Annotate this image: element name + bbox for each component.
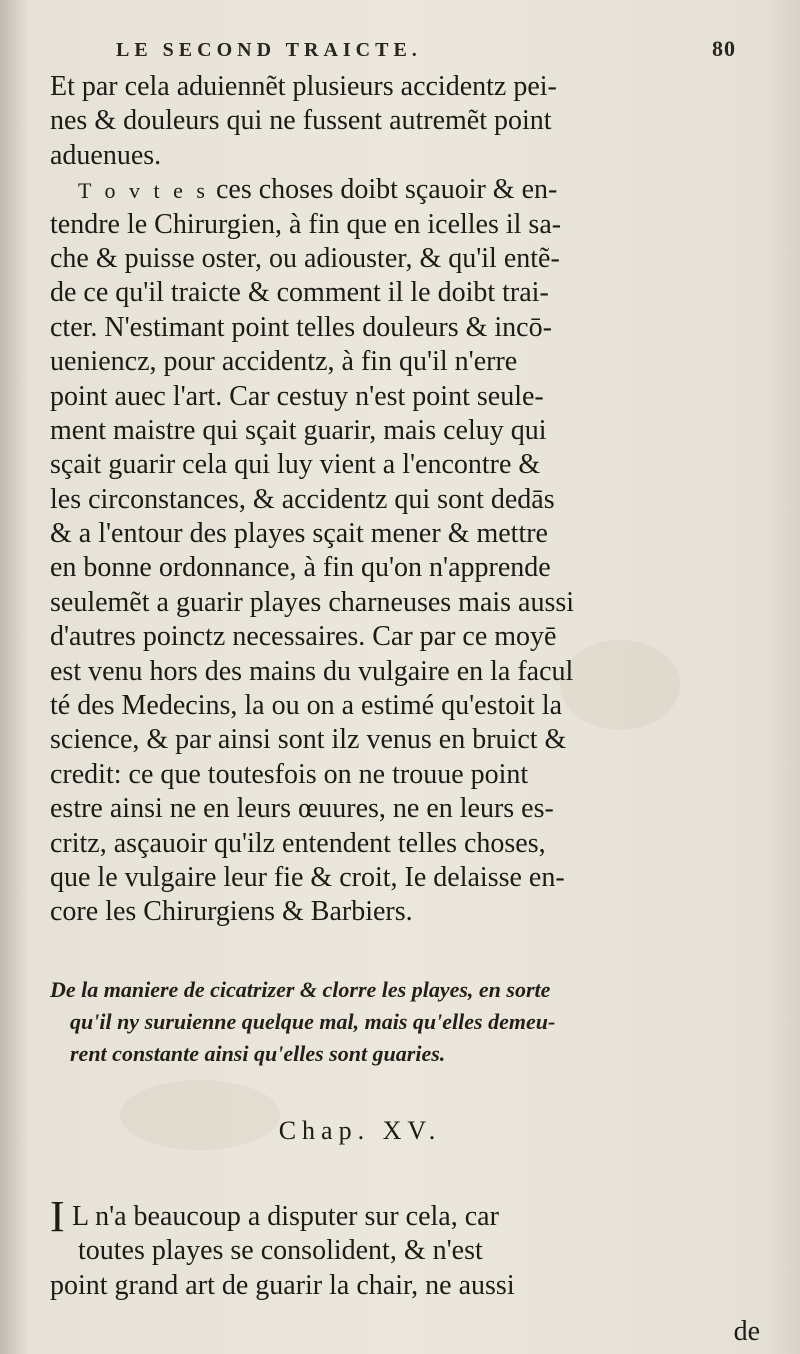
text-line: critz, asçauoir qu'ilz entendent telles choses, (50, 827, 546, 859)
chapter-number: Chap. XV. (278, 1115, 442, 1145)
text-block (50, 36, 750, 1303)
text-line: aduenues. (50, 139, 162, 171)
text-line: science, & par ainsi sont ilz venus en bruict & (50, 724, 567, 756)
gutter-shadow (0, 0, 28, 1354)
text-line: core les Chirurgiens & Barbiers. (50, 896, 413, 928)
text-line: L n'a beaucoup a disputer sur cela, car (72, 1200, 499, 1232)
running-head (116, 36, 776, 70)
drop-capital: I (50, 1191, 65, 1241)
text-line: de ce qu'il traicte & comment il le doibt trai- (50, 277, 549, 309)
section-heading (50, 974, 750, 1070)
text-line: credit: ce que toutesfois on ne trouue point (50, 758, 529, 790)
paragraph-1 (50, 70, 750, 173)
folio-number: 80 (712, 36, 736, 61)
heading-line: rent constante ainsi qu'elles sont guaries. (70, 1040, 446, 1066)
text-line: estre ainsi ne en leurs œuures, ne en leurs es- (50, 793, 554, 825)
catchword: de (733, 1316, 760, 1347)
running-head-title: LE SECOND TRAICTE. (116, 39, 422, 61)
heading-line: qu'il ny suruienne quelque mal, mais qu'elles demeu- (70, 1008, 556, 1034)
text-line: les circonstances, & accidentz qui sont dedās (50, 483, 555, 515)
text-line: che & puisse oster, ou adiouster, & qu'il entẽ- (50, 242, 560, 274)
text-line: seulemẽt a guarir playes charneuses mais aussi (50, 586, 575, 618)
text-line: point auec l'art. Car cestuy n'est point seule- (50, 380, 544, 412)
paragraph-2 (50, 173, 750, 930)
text-line: toutes playes se consolident, & n'est (78, 1235, 483, 1267)
text-line: nes & douleurs qui ne fussent autremẽt point (50, 105, 552, 137)
text-line: ment maistre qui sçait guarir, mais celuy qui (50, 414, 547, 446)
text-line: & a l'entour des playes sçait mener & mettre (50, 518, 548, 550)
heading-line: De la maniere de cicatrizer & clorre les playes, en sorte (50, 976, 551, 1002)
text-line: d'autres poinctz necessaires. Car par ce moyē (50, 621, 557, 653)
paragraph-3 (50, 1191, 750, 1303)
text-line: est venu hors des mains du vulgaire en la facul (50, 655, 574, 687)
text-line-rest: ces choses doibt sçauoir & en- (208, 174, 558, 206)
text-line: té des Medecins, la ou on a estimé qu'estoit la (50, 690, 563, 722)
text-line: que le vulgaire leur fie & croit, Ie delaisse en- (50, 861, 565, 893)
text-line (50, 173, 750, 207)
text-line: ueniencz, pour accidentz, à fin qu'il n'erre (50, 346, 518, 378)
text-line: cter. N'estimant point telles douleurs & incō- (50, 311, 552, 343)
text-line: en bonne ordonnance, à fin qu'on n'apprende (50, 552, 551, 584)
text-line: sçait guarir cela qui luy vient a l'encontre & (50, 449, 541, 481)
text-line: point grand art de guarir la chair, ne aussi (50, 1269, 515, 1301)
text-line: tendre le Chirurgien, à fin que en icelles il sa- (50, 208, 562, 240)
lead-small-caps: T o v t e s (78, 178, 209, 204)
text-line: Et par cela aduiennẽt plusieurs accidentz pei- (50, 71, 557, 102)
